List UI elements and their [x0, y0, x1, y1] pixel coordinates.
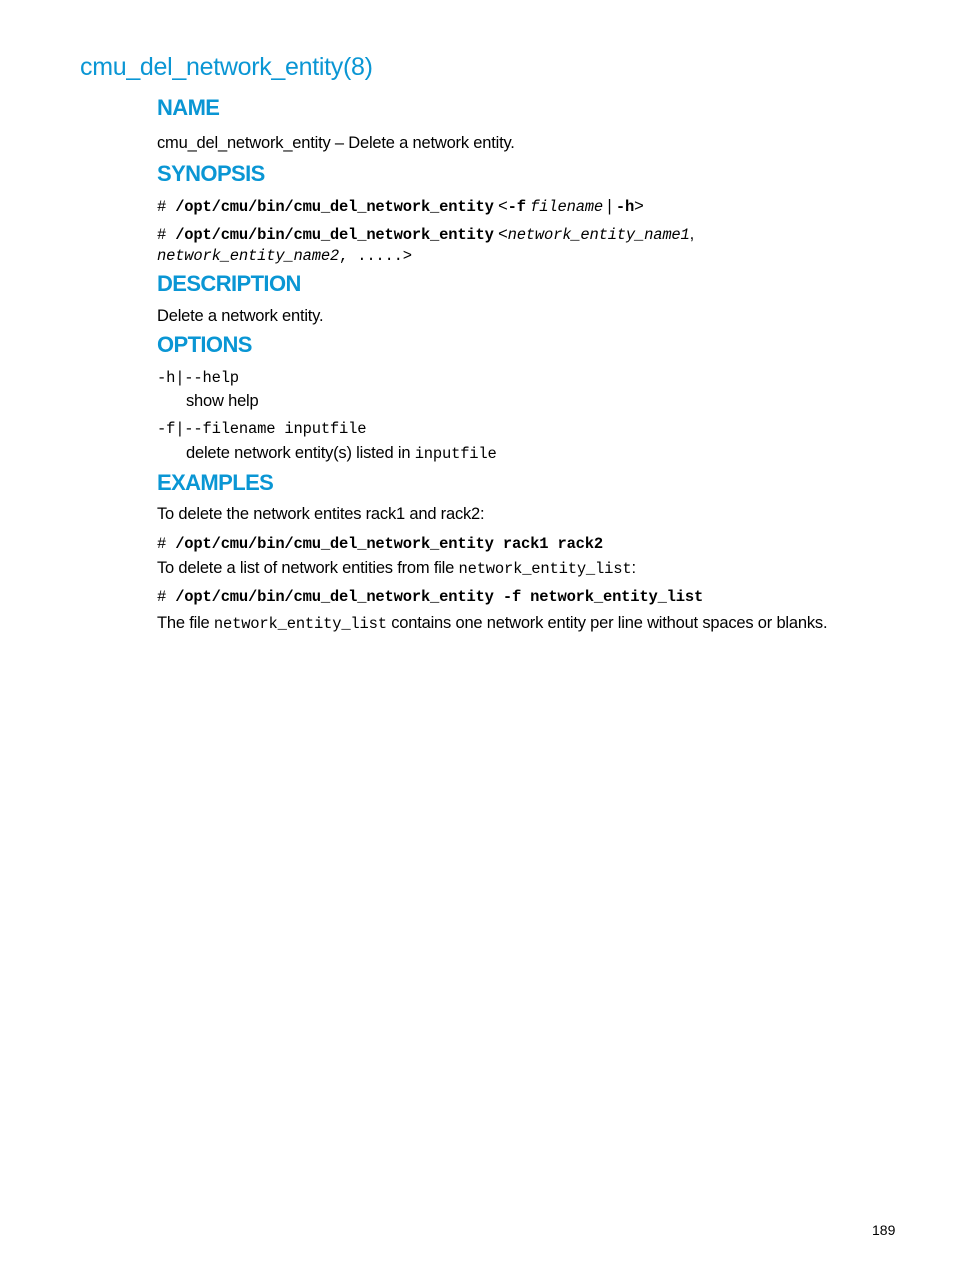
prompt-symbol: #	[157, 226, 176, 244]
section-heading-name: NAME	[157, 95, 220, 120]
description-text: Delete a network entity.	[157, 307, 324, 325]
command-path: /opt/cmu/bin/cmu_del_network_entity	[175, 198, 494, 216]
example-intro-2-colon: :	[631, 559, 636, 577]
command-path: /opt/cmu/bin/cmu_del_network_entity	[175, 226, 494, 244]
synopsis-separator: |	[603, 197, 616, 215]
example-intro-2-code: network_entity_list	[458, 560, 632, 578]
section-heading-examples: EXAMPLES	[157, 470, 274, 495]
option-flag-filename: -f|--filename inputfile	[157, 420, 367, 438]
option-desc-code: inputfile	[414, 445, 497, 463]
example-intro-1: To delete the network entites rack1 and rack2:	[157, 505, 485, 523]
section-heading-options: OPTIONS	[157, 332, 252, 357]
prompt-symbol: #	[157, 588, 176, 606]
synopsis-arg-name1: network_entity_name1	[507, 226, 690, 244]
flag-f: -f	[507, 198, 526, 216]
example-note-text: The file	[157, 614, 214, 632]
synopsis-arg-name2: network_entity_name2	[157, 247, 340, 265]
example-intro-2	[157, 559, 636, 578]
page-number: 189	[872, 1222, 896, 1238]
example-note	[157, 614, 827, 633]
example-command-1	[157, 534, 603, 553]
synopsis-comma: ,	[689, 225, 695, 243]
prompt-symbol: #	[157, 535, 176, 553]
example-command-1-text: /opt/cmu/bin/cmu_del_network_entity rack1 rack2	[175, 535, 603, 553]
example-intro-2-text: To delete a list of network entities from file	[157, 559, 459, 577]
synopsis-bracket-open: <	[493, 225, 508, 243]
name-text: cmu_del_network_entity – Delete a network entity.	[157, 134, 515, 152]
flag-h: -h	[615, 198, 635, 216]
example-note-code: network_entity_list	[213, 615, 387, 633]
section-heading-description: DESCRIPTION	[157, 271, 301, 296]
synopsis-line-2-cont	[157, 246, 412, 265]
option-desc-help: show help	[186, 392, 259, 410]
prompt-symbol: #	[157, 198, 176, 216]
synopsis-rest: , .....>	[339, 247, 412, 265]
synopsis-bracket-close: >	[634, 197, 644, 215]
synopsis-bracket-open: <	[493, 197, 508, 215]
option-desc-text: delete network entity(s) listed in	[186, 444, 415, 462]
synopsis-line-1	[157, 197, 644, 216]
option-desc-filename	[186, 444, 497, 463]
page-title: cmu_del_network_entity(8)	[80, 53, 373, 81]
section-heading-synopsis: SYNOPSIS	[157, 161, 265, 186]
synopsis-line-2	[157, 225, 694, 244]
option-flag-help: -h|--help	[157, 369, 239, 387]
example-note-rest: contains one network entity per line without spaces or blanks.	[386, 614, 828, 632]
example-command-2-text: /opt/cmu/bin/cmu_del_network_entity -f network_entity_list	[175, 588, 704, 606]
example-command-2	[157, 587, 703, 606]
synopsis-arg-filename: filename	[530, 198, 603, 216]
